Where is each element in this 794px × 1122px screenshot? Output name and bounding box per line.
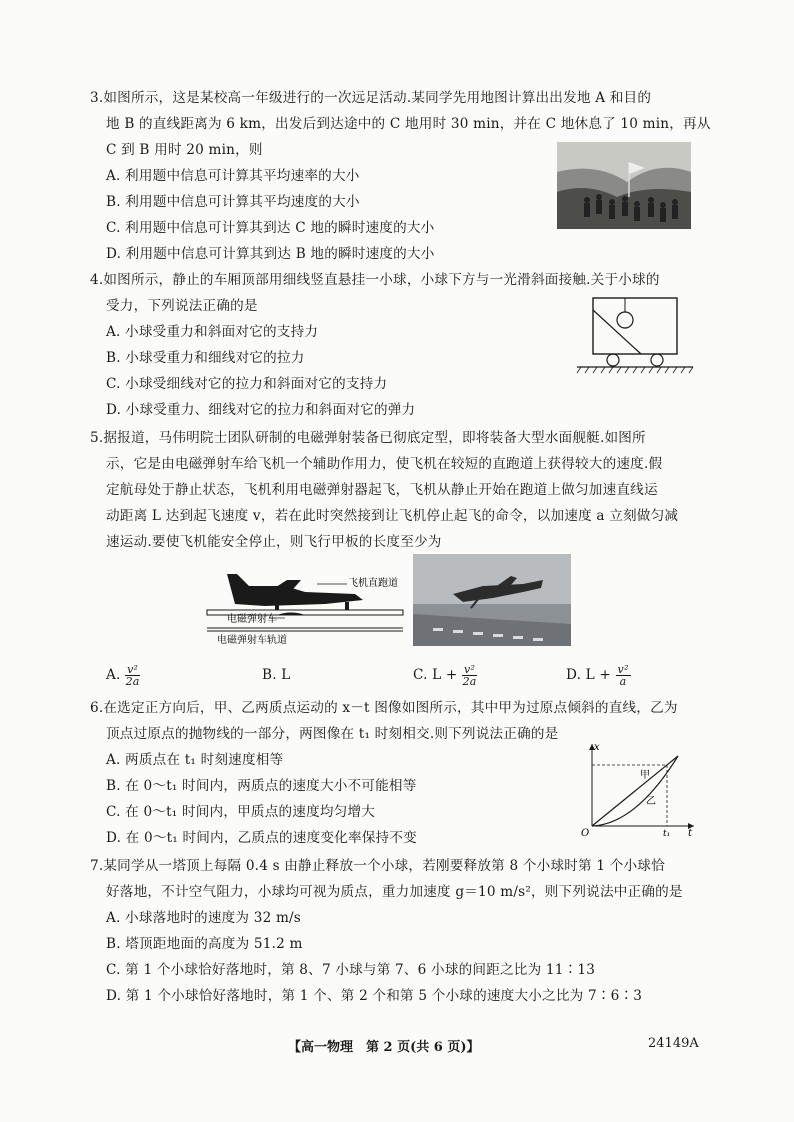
- q5-option-a-label: A.: [106, 667, 121, 683]
- q7-stem-line1: 7.某同学从一塔顶上每隔 0.4 s 由静止释放一个小球，若刚要释放第 8 个小球时第 1 个小球恰: [90, 858, 665, 874]
- carrier-photo: [413, 554, 571, 646]
- q4-option-b: B. 小球受重力和细线对它的拉力: [106, 350, 305, 366]
- label-runway: 飞机直跑道: [348, 578, 398, 589]
- q5-option-a-fraction: [125, 664, 140, 687]
- label-t: t: [688, 828, 693, 838]
- q4-option-c: C. 小球受细线对它的拉力和斜面对它的支持力: [106, 376, 388, 392]
- q4-stem-line1: 4.如图所示，静止的车厢顶部用细线竖直悬挂一小球，小球下方与一光滑斜面接触.关于小球的: [90, 272, 660, 288]
- q5-option-c: [413, 660, 477, 690]
- label-catapult-track: 电磁弹射车轨道: [217, 635, 287, 646]
- xt-graph: [578, 738, 698, 838]
- label-x: x: [594, 742, 600, 753]
- q5-option-a: [106, 660, 140, 690]
- fraction-numerator: v²: [127, 663, 139, 676]
- q5-stem-line3: 定航母处于静止状态，飞机利用电磁弹射器起飞，飞机从静止开始在跑道上做匀加速直线运: [106, 482, 658, 498]
- q3-stem-line2: 地 B 的直线距离为 6 km，出发后到达途中的 C 地用时 30 min，并在 C 地休息了 10 min，再从: [106, 116, 711, 132]
- q3-option-d: D. 利用题中信息可计算其到达 B 地的瞬时速度的大小: [106, 246, 435, 262]
- q5-option-b: B. L: [262, 667, 291, 683]
- q7-option-d: D. 第 1 个小球恰好落地时，第 1 个、第 2 个和第 5 个小球的速度大小之比为 7∶6∶3: [106, 988, 643, 1004]
- label-origin: O: [581, 828, 590, 838]
- q6-option-a: A. 两质点在 t₁ 时刻速度相等: [106, 752, 284, 768]
- q6-option-c: C. 在 0～t₁ 时间内，甲质点的速度均匀增大: [106, 804, 376, 820]
- q5-stem-line4: 动距离 L 达到起飞速度 v，若在此时突然接到让飞机停止起飞的命令，以加速度 a 立刻做匀减: [106, 508, 679, 524]
- label-catapult-cart: 电磁弹射车: [227, 614, 277, 625]
- q5-stem-line1: 5.据报道，马伟明院士团队研制的电磁弹射装备已彻底定型，即将装备大型水面舰艇.如图所: [90, 430, 646, 446]
- q5-option-d: [566, 660, 631, 690]
- q6-stem-line1: 6.在选定正方向后，甲、乙两质点运动的 x－t 图像如图所示，其中甲为过原点倾斜的直线，乙为: [90, 700, 678, 716]
- q3-stem-line3: C 到 B 用时 20 min，则: [106, 142, 263, 158]
- label-yi: 乙: [646, 796, 656, 807]
- q6-option-d: D. 在 0～t₁ 时间内，乙质点的速度变化率保持不变: [106, 830, 417, 846]
- q5-stem-line2: 示，它是由电磁弹射车给飞机一个辅助作用力，使飞机在较短的直跑道上获得较大的速度.假: [106, 456, 663, 472]
- q4-option-d: D. 小球受重力、细线对它的拉力和斜面对它的弹力: [106, 402, 416, 418]
- q5-option-c-fraction: [462, 664, 477, 687]
- fraction-denominator: a: [619, 675, 627, 688]
- q3-option-c: C. 利用题中信息可计算其到达 C 地的瞬时速度的大小: [106, 220, 435, 236]
- catapult-diagram: [205, 560, 405, 650]
- label-t1: t₁: [663, 829, 671, 838]
- q3-option-b: B. 利用题中信息可计算其平均速度的大小: [106, 194, 360, 210]
- q5-option-d-label: D. L +: [566, 667, 611, 683]
- q7-option-b: B. 塔顶距地面的高度为 51.2 m: [106, 936, 303, 952]
- q3-stem-line1: 3.如图所示，这是某校高一年级进行的一次远足活动.某同学先用地图计算出出发地 A 和目的: [90, 90, 652, 106]
- q5-stem-line5: 速运动.要使飞机能安全停止，则飞行甲板的长度至少为: [106, 534, 442, 550]
- q6-stem-line2: 顶点过原点的抛物线的一部分，两图像在 t₁ 时刻相交.则下列说法正确的是: [106, 726, 559, 742]
- label-jia: 甲: [640, 770, 650, 781]
- page-footer-code: 24149A: [648, 1036, 699, 1051]
- fraction-denominator: 2a: [462, 675, 477, 688]
- q7-stem-line2: 好落地，不计空气阻力，小球均可视为质点，重力加速度 g＝10 m/s²，则下列说法中正确的是: [106, 884, 683, 900]
- q5-option-d-fraction: [616, 664, 631, 687]
- fraction-denominator: 2a: [125, 675, 140, 688]
- hiking-photo: [557, 142, 691, 229]
- line-jia: [592, 756, 678, 826]
- q4-stem-line2: 受力，下列说法正确的是: [106, 298, 258, 314]
- q5-option-c-label: C. L +: [413, 667, 458, 683]
- fraction-numerator: v²: [617, 663, 629, 676]
- q7-option-a: A. 小球落地时的速度为 32 m/s: [106, 910, 301, 926]
- carriage-diagram: [575, 290, 695, 380]
- q3-option-a: A. 利用题中信息可计算其平均速率的大小: [106, 168, 360, 184]
- q4-option-a: A. 小球受重力和斜面对它的支持力: [106, 324, 319, 340]
- page-footer-title: 【高一物理 第 2 页(共 6 页)】: [288, 1040, 480, 1055]
- q7-option-c: C. 第 1 个小球恰好落地时，第 8、7 小球与第 7、6 小球的间距之比为 11∶13: [106, 962, 596, 978]
- q6-option-b: B. 在 0～t₁ 时间内，两质点的速度大小不可能相等: [106, 778, 417, 794]
- fraction-numerator: v²: [464, 663, 476, 676]
